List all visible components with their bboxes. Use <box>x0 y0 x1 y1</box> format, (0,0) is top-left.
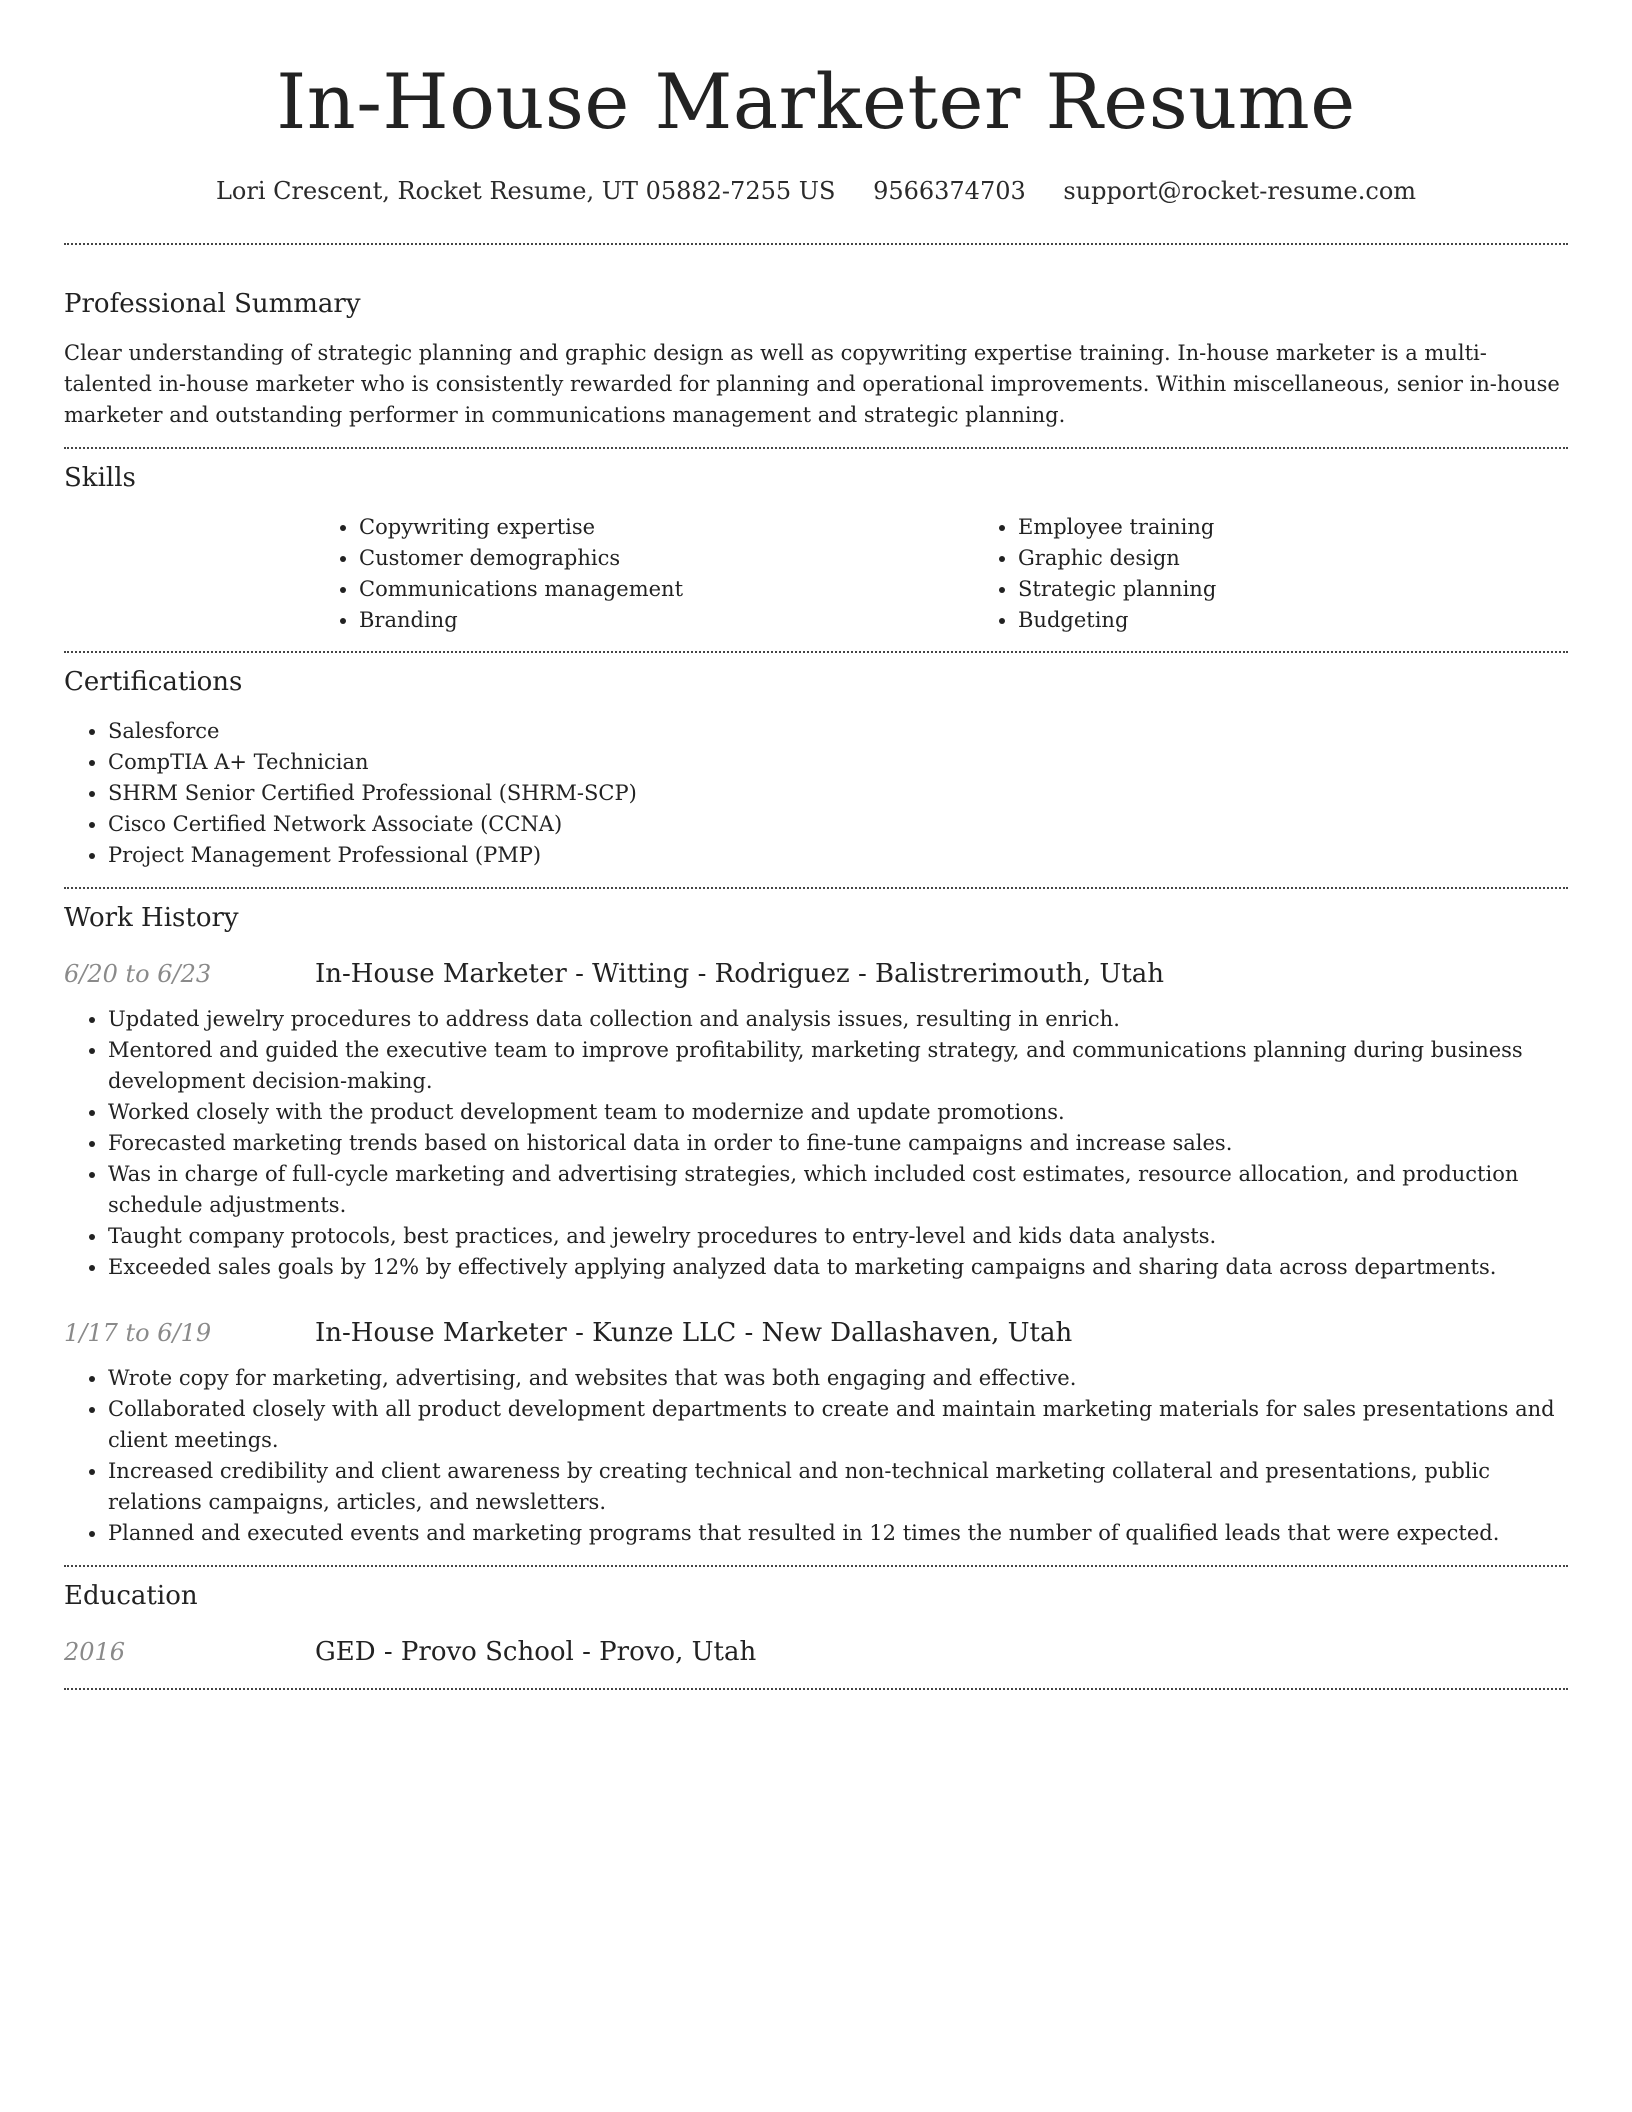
job-dates: 1/17 to 6/19 <box>64 1319 212 1347</box>
divider <box>64 1565 1568 1567</box>
skills-column-left <box>315 512 974 636</box>
divider <box>64 447 1568 449</box>
contact-email[interactable]: support@rocket-resume.com <box>1063 177 1417 205</box>
work-history-section <box>64 900 1568 1549</box>
skill-item: • Branding <box>359 605 974 636</box>
job-bullet: • Exceeded sales goals by 12% by effectively applying analyzed data to marketing campaigns and sharing data across departments. <box>108 1252 1568 1283</box>
job-entry <box>64 1315 1568 1351</box>
divider <box>64 1688 1568 1690</box>
job-bullet: • Planned and executed events and marketing programs that resulted in 12 times the number of qualified leads that were expected. <box>108 1518 1568 1549</box>
skills-column-right <box>974 512 1632 636</box>
job-bullet: • Taught company protocols, best practices, and jewelry procedures to entry-level and kids data analysts. <box>108 1221 1568 1252</box>
skills-heading: Skills <box>64 463 136 493</box>
education-detail: GED - Provo School - Provo, Utah <box>315 1637 757 1667</box>
skill-item: • Strategic planning <box>1018 574 1632 605</box>
divider <box>64 887 1568 889</box>
skills-list <box>315 512 1568 636</box>
skill-item: • Communications management <box>359 574 974 605</box>
job-bullets <box>64 1004 1568 1283</box>
summary-text: Clear understanding of strategic planning and graphic design as well as copywriting expertise training. In-house marketer is a multi-talented in-house marketer who is consistently rewarded for planning and operational improvements. Within miscellaneous, senior in-house marketer and outstanding performer in communications management and strategic planning. <box>64 341 1560 427</box>
certification-item: • CompTIA A+ Technician <box>108 747 1568 778</box>
skill-item: • Budgeting <box>1018 605 1632 636</box>
skill-item: • Employee training <box>1018 512 1632 543</box>
skill-item: • Copywriting expertise <box>359 512 974 543</box>
job-bullet: • Mentored and guided the executive team to improve profitability, marketing strategy, and communications planning during business development decision-making. <box>108 1035 1568 1097</box>
contact-line <box>64 174 1568 208</box>
skills-section <box>64 460 1568 636</box>
education-year: 2016 <box>64 1638 126 1666</box>
job-title: In-House Marketer - Kunze LLC - New Dallashaven, Utah <box>315 1318 1073 1348</box>
divider <box>64 651 1568 653</box>
job-title: In-House Marketer - Witting - Rodriguez - Balistrerimouth, Utah <box>315 959 1165 989</box>
certifications-heading: Certifications <box>64 667 243 697</box>
summary-heading: Professional Summary <box>64 289 361 319</box>
job-bullet: • Increased credibility and client awareness by creating technical and non-technical marketing collateral and presentations, public relations campaigns, articles, and newsletters. <box>108 1456 1568 1518</box>
certification-item: • Cisco Certified Network Associate (CCNA) <box>108 809 1568 840</box>
job-bullet: • Wrote copy for marketing, advertising, and websites that was both engaging and effective. <box>108 1363 1568 1394</box>
work-history-heading: Work History <box>64 903 239 933</box>
certifications-list <box>64 716 1568 871</box>
job-bullet: • Worked closely with the product development team to modernize and update promotions. <box>108 1097 1568 1128</box>
job-entry <box>64 956 1568 992</box>
job-bullets <box>64 1363 1568 1549</box>
education-section <box>64 1578 1568 1670</box>
skill-item: • Customer demographics <box>359 543 974 574</box>
certification-item: • Project Management Professional (PMP) <box>108 840 1568 871</box>
contact-phone: 9566374703 <box>873 177 1026 205</box>
job-bullet: • Forecasted marketing trends based on historical data in order to fine-tune campaigns and increase sales. <box>108 1128 1568 1159</box>
certifications-section <box>64 664 1568 871</box>
education-entry <box>64 1634 1568 1670</box>
certification-item: • Salesforce <box>108 716 1568 747</box>
job-dates: 6/20 to 6/23 <box>64 960 212 988</box>
skill-item: • Graphic design <box>1018 543 1632 574</box>
certification-item: • SHRM Senior Certified Professional (SHRM-SCP) <box>108 778 1568 809</box>
divider <box>64 243 1568 245</box>
job-bullet: • Collaborated closely with all product development departments to create and maintain marketing materials for sales presentations and client meetings. <box>108 1394 1568 1456</box>
resume-title: In-House Marketer Resume <box>276 57 1356 146</box>
contact-address: Lori Crescent, Rocket Resume, UT 05882-7255 US <box>215 177 836 205</box>
summary-section <box>64 286 1568 431</box>
education-heading: Education <box>64 1581 198 1611</box>
job-bullet: • Updated jewelry procedures to address data collection and analysis issues, resulting in enrich. <box>108 1004 1568 1035</box>
job-bullet: • Was in charge of full-cycle marketing and advertising strategies, which included cost estimates, resource allocation, and production schedule adjustments. <box>108 1159 1568 1221</box>
